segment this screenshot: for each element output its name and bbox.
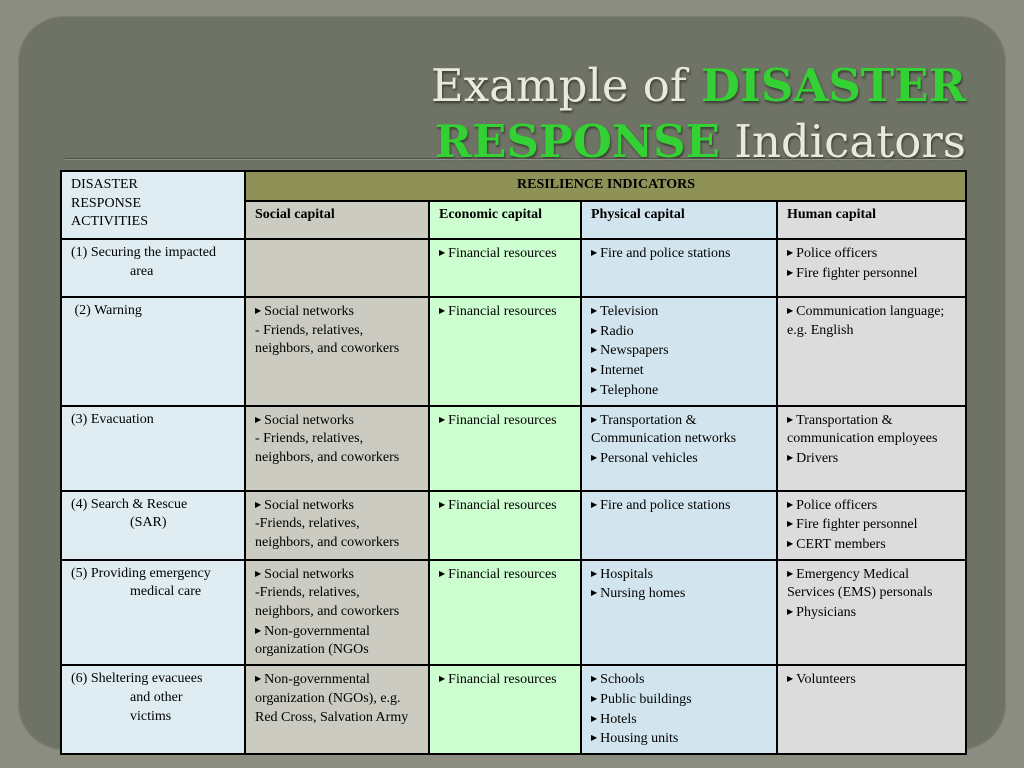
indicator-item xyxy=(255,670,420,727)
bullet-triangle-icon: ▶ xyxy=(255,306,262,315)
indicator-text: Transportation & communication employees xyxy=(787,412,938,447)
bullet-triangle-icon: ▶ xyxy=(439,568,446,578)
physical-capital-cell xyxy=(581,406,777,491)
activity-line: medical care xyxy=(130,584,202,600)
title-part1: Example of xyxy=(430,59,701,113)
indicator-text: Telephone xyxy=(600,382,659,398)
indicator-item xyxy=(787,603,957,623)
indicator-item xyxy=(439,496,572,516)
activities-header-line: DISASTER xyxy=(71,177,138,192)
indicator-text: Television xyxy=(600,304,659,319)
indicator-text: Social networks xyxy=(264,304,354,319)
human-capital-cell xyxy=(777,560,966,666)
bullet-triangle-icon: ▶ xyxy=(787,607,794,617)
bullet-triangle-icon: ▶ xyxy=(439,674,446,684)
indicator-item xyxy=(591,729,768,749)
indicator-item xyxy=(439,670,572,690)
activity-line: (5) Providing emergency xyxy=(71,565,211,581)
bullet-triangle-icon: ▶ xyxy=(787,538,794,548)
activity-line: and other xyxy=(130,689,183,705)
indicator-text: - Friends, relatives, neighbors, and coworkers xyxy=(255,431,400,465)
indicator-text: Physicians xyxy=(796,605,857,621)
bullet-triangle-icon: ▶ xyxy=(591,414,598,424)
bullet-triangle-icon: ▶ xyxy=(787,306,794,315)
indicator-item xyxy=(787,302,957,340)
bullet-triangle-icon: ▶ xyxy=(439,414,446,424)
bullet-triangle-icon: ▶ xyxy=(591,365,598,375)
indicator-text: -Friends, relatives, neighbors, and coworkers xyxy=(255,516,400,550)
activity-cell xyxy=(61,491,245,560)
indicator-text: Radio xyxy=(600,323,634,339)
indicators-table xyxy=(60,170,967,755)
bullet-triangle-icon: ▶ xyxy=(591,733,598,743)
indicator-item xyxy=(591,411,768,449)
human-capital-cell xyxy=(777,491,966,560)
indicator-text: Fire fighter personnel xyxy=(796,517,918,533)
indicator-item xyxy=(591,381,768,401)
economic-capital-cell xyxy=(429,297,581,406)
bullet-triangle-icon: ▶ xyxy=(591,452,598,462)
indicator-text: Fire and police stations xyxy=(600,497,731,513)
bullet-triangle-icon: ▶ xyxy=(787,674,794,684)
table-row xyxy=(61,406,966,491)
bullet-triangle-icon: ▶ xyxy=(255,499,262,509)
social-capital-cell xyxy=(245,239,429,297)
table-header-row-1 xyxy=(61,171,966,201)
physical-capital-cell xyxy=(581,665,777,754)
activity-line: (1) Securing the impacted xyxy=(71,245,217,260)
indicator-item xyxy=(255,515,420,552)
bullet-triangle-icon: ▶ xyxy=(591,588,598,598)
indicator-item xyxy=(591,565,768,585)
indicator-text: Financial resources xyxy=(448,412,557,428)
table-body xyxy=(61,239,966,754)
activity-cell xyxy=(61,560,245,666)
bullet-triangle-icon: ▶ xyxy=(787,499,794,509)
bullet-triangle-icon: ▶ xyxy=(255,414,262,424)
indicator-item xyxy=(591,710,768,730)
social-capital-cell xyxy=(245,491,429,560)
indicator-text: Financial resources xyxy=(448,246,557,261)
bullet-triangle-icon: ▶ xyxy=(787,248,794,257)
bullet-triangle-icon: ▶ xyxy=(255,625,262,635)
indicator-text: Financial resources xyxy=(448,672,557,688)
activity-cell xyxy=(61,239,245,297)
indicator-text: Financial resources xyxy=(448,566,557,582)
table-row xyxy=(61,560,966,666)
indicator-item xyxy=(255,496,420,516)
title-divider xyxy=(65,158,962,160)
activity-line: area xyxy=(130,263,154,279)
bullet-triangle-icon: ▶ xyxy=(591,693,598,703)
activity-cell xyxy=(61,665,245,754)
indicator-item xyxy=(787,535,957,555)
title-part2: Indicators xyxy=(719,115,966,169)
bullet-triangle-icon: ▶ xyxy=(591,345,598,355)
activity-line: (SAR) xyxy=(130,515,167,531)
indicator-text: Social networks xyxy=(264,497,354,513)
indicator-item xyxy=(591,361,768,381)
indicator-item xyxy=(591,496,768,516)
indicator-text: Fire and police stations xyxy=(600,246,731,261)
activities-header-line: RESPONSE xyxy=(71,195,142,211)
indicator-item xyxy=(591,690,768,710)
title-highlight-response: RESPONSE xyxy=(434,115,720,169)
indicator-item xyxy=(787,244,957,264)
bullet-triangle-icon: ▶ xyxy=(439,306,446,315)
indicator-item xyxy=(591,449,768,469)
economic-capital-cell xyxy=(429,239,581,297)
physical-capital-cell xyxy=(581,560,777,666)
indicator-item xyxy=(787,264,957,284)
economic-capital-cell xyxy=(429,491,581,560)
indicator-item xyxy=(787,670,957,690)
indicator-text: CERT members xyxy=(796,536,886,552)
slide-title xyxy=(300,58,966,170)
indicator-item xyxy=(787,411,957,449)
title-highlight-disaster: DISASTER xyxy=(700,59,966,113)
indicator-text: Hotels xyxy=(600,711,637,727)
indicator-text: Volunteers xyxy=(796,672,856,688)
activities-header-line: ACTIVITIES xyxy=(71,214,148,230)
indicator-text: Communication language; e.g. English xyxy=(787,304,945,338)
indicator-item xyxy=(787,515,957,535)
indicator-text: Police officers xyxy=(796,246,878,261)
indicator-item xyxy=(591,302,768,322)
column-header-social: Social capital xyxy=(245,201,429,239)
indicator-text: Financial resources xyxy=(448,497,557,513)
activity-cell xyxy=(61,406,245,491)
economic-capital-cell xyxy=(429,560,581,666)
activity-line: (6) Sheltering evacuees xyxy=(71,671,203,687)
indicator-item xyxy=(439,302,572,322)
human-capital-cell xyxy=(777,239,966,297)
human-capital-cell xyxy=(777,665,966,754)
bullet-triangle-icon: ▶ xyxy=(439,248,446,257)
indicator-item xyxy=(439,244,572,264)
column-header-economic: Economic capital xyxy=(429,201,581,239)
indicator-text: Financial resources xyxy=(448,304,557,319)
indicator-item xyxy=(255,430,420,467)
table-row xyxy=(61,665,966,754)
indicator-text: Transportation & Communication networks xyxy=(591,412,737,447)
indicator-item xyxy=(439,565,572,585)
column-header-human: Human capital xyxy=(777,201,966,239)
economic-capital-cell xyxy=(429,406,581,491)
activity-line: (2) Warning xyxy=(71,303,142,318)
indicator-text: Nursing homes xyxy=(600,586,686,602)
indicator-text: Emergency Medical Services (EMS) personals xyxy=(787,566,933,601)
indicator-text: Personal vehicles xyxy=(600,450,698,466)
indicator-item xyxy=(255,322,420,359)
social-capital-cell xyxy=(245,665,429,754)
indicator-item xyxy=(255,302,420,322)
activity-line: (4) Search & Rescue xyxy=(71,496,188,512)
indicator-text: Non-governmental organization (NGOs xyxy=(255,623,370,658)
social-capital-cell xyxy=(245,297,429,406)
bullet-triangle-icon: ▶ xyxy=(591,248,598,257)
indicator-item xyxy=(787,496,957,516)
indicator-text: Fire fighter personnel xyxy=(796,265,918,281)
indicator-item xyxy=(255,584,420,621)
social-capital-cell xyxy=(245,406,429,491)
indicator-item xyxy=(787,449,957,469)
bullet-triangle-icon: ▶ xyxy=(591,713,598,723)
table-row xyxy=(61,239,966,297)
indicator-text: Hospitals xyxy=(600,566,654,582)
indicator-item xyxy=(255,411,420,431)
indicator-text: Social networks xyxy=(264,412,354,428)
bullet-triangle-icon: ▶ xyxy=(591,306,598,315)
bullet-triangle-icon: ▶ xyxy=(591,674,598,684)
activities-header-cell xyxy=(61,171,245,239)
physical-capital-cell xyxy=(581,297,777,406)
indicator-text: Housing units xyxy=(600,731,679,747)
indicator-item xyxy=(439,411,572,431)
bullet-triangle-icon: ▶ xyxy=(787,414,794,424)
bullet-triangle-icon: ▶ xyxy=(255,674,262,684)
indicator-text: Internet xyxy=(600,363,644,379)
activity-line: (3) Evacuation xyxy=(71,411,154,427)
activity-cell xyxy=(61,297,245,406)
activity-line: victims xyxy=(130,708,172,724)
bullet-triangle-icon: ▶ xyxy=(591,568,598,578)
indicator-item xyxy=(591,670,768,690)
indicator-text: Newspapers xyxy=(600,343,669,359)
indicator-item xyxy=(255,565,420,585)
indicator-text: - Friends, relatives, neighbors, and coworkers xyxy=(255,322,400,357)
indicator-text: Social networks xyxy=(264,566,354,582)
economic-capital-cell xyxy=(429,665,581,754)
indicator-item xyxy=(591,244,768,264)
indicator-text: Drivers xyxy=(796,450,839,466)
social-capital-cell xyxy=(245,560,429,666)
indicator-item xyxy=(787,565,957,603)
human-capital-cell xyxy=(777,297,966,406)
bullet-triangle-icon: ▶ xyxy=(255,568,262,578)
indicator-item xyxy=(255,622,420,660)
bullet-triangle-icon: ▶ xyxy=(439,499,446,509)
indicator-text: -Friends, relatives, neighbors, and coworkers xyxy=(255,585,400,620)
bullet-triangle-icon: ▶ xyxy=(787,267,794,277)
table-row xyxy=(61,297,966,406)
physical-capital-cell xyxy=(581,491,777,560)
indicator-text: Non-governmental organization (NGOs), e.g. Red Cross, Salvation Army xyxy=(255,672,409,725)
indicator-item xyxy=(591,322,768,342)
column-header-physical: Physical capital xyxy=(581,201,777,239)
bullet-triangle-icon: ▶ xyxy=(591,499,598,509)
bullet-triangle-icon: ▶ xyxy=(787,519,794,529)
bullet-triangle-icon: ▶ xyxy=(591,384,598,394)
bullet-triangle-icon: ▶ xyxy=(787,452,794,462)
resilience-indicators-header: RESILIENCE INDICATORS xyxy=(245,171,966,201)
indicator-item xyxy=(591,584,768,604)
bullet-triangle-icon: ▶ xyxy=(591,325,598,335)
table-row xyxy=(61,491,966,560)
indicator-text: Public buildings xyxy=(600,691,692,707)
indicator-item xyxy=(591,341,768,361)
human-capital-cell xyxy=(777,406,966,491)
indicator-text: Police officers xyxy=(796,497,878,513)
indicator-text: Schools xyxy=(600,672,645,688)
physical-capital-cell xyxy=(581,239,777,297)
bullet-triangle-icon: ▶ xyxy=(787,568,794,578)
